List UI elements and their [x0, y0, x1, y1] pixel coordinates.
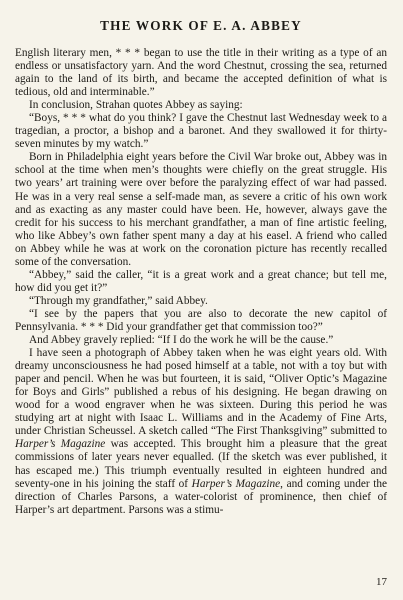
paragraph [15, 334, 387, 347]
page-number: 17 [376, 576, 387, 588]
paragraph [15, 47, 387, 99]
paragraph [15, 151, 387, 268]
italic-title: Harper’s Magazine [15, 438, 106, 451]
text-run: “Boys, * * * what do you think? I gave the Chestnut last Wednesday week to a tragedian, a proctor, a bishop and a baronet. And they swallowed it for thirty-seven minutes by my watch.” [15, 112, 387, 151]
paragraph [15, 308, 387, 334]
paragraph [15, 269, 387, 295]
text-run: And Abbey gravely replied: “If I do the work he will be the cause.” [29, 334, 334, 347]
text-run: “I see by the papers that you are also to decorate the new capitol of Pennsylvania. * * * Did your grandfather get that commission too?” [15, 307, 387, 333]
text-run: Born in Philadelphia eight years before the Civil War broke out, Abbey was in school at the time when men’s thoughts were chiefly on the great struggle. His two years’ art training were over before the paralyzing effect of war had passed. He was in a very real sense a self-made man, as severe a critic of his own work and as exacting as any master could have been. He, however, always gave the credit for his success to his merchant grandfather, a man of fine artistic feeling, who like Abbey’s own father spent many a day at his easel. A friend who called on Abbey while he was at work on the coronation picture has recently recalled some of the conversation. [15, 151, 387, 268]
running-head: THE WORK OF E. A. ABBEY [100, 18, 302, 33]
paragraph [15, 295, 387, 308]
paragraph [15, 347, 387, 517]
text-run: was accepted. This brought him a pleasure that the great commissions of later years never equalled. (If the sketch was ever published, it has escaped me.) This triumph eventually resulted in eighteen hundred and seventy-one in his joining the staff of [15, 438, 387, 490]
text-run: “Abbey,” said the caller, “it is a great work and a great chance; but tell me, how did you get it?” [15, 268, 387, 294]
text-run: English literary men, * * * began to use the title in their writing as a type of an endless or unsatisfactory yarn. And the word Chestnut, crossing the sea, returned again to the land of its birth, and became the accepted definition of what is tedious, old and interminable.” [15, 47, 387, 99]
text-run: “Through my grandfather,” said Abbey. [29, 294, 208, 307]
body-text [15, 47, 387, 517]
text-run: I have seen a photograph of Abbey taken when he was eight years old. With dreamy unconsciousness he had posed himself at a table, not with a toy but with paper and pencil. When he was but fourteen, it is said, “Oliver Optic’s Magazine for Boys and Girls” published a rebus of his designing. He began drawing on wood for a wood engraver when he was sixteen. During this period he was studying art at night with Isaac L. Williams and in the Academy of Fine Arts, under Christian Scheussel. A sketch called “The First Thanksgiving” submitted to [15, 347, 387, 438]
italic-title: Harper’s Magazine [191, 477, 281, 490]
paragraph [15, 99, 387, 112]
text-run: In conclusion, Strahan quotes Abbey as saying: [29, 99, 243, 112]
text-run: , and coming under the direction of Charles Parsons, a water-colorist of prominence, then chief of Harper’s art department. Parsons was a stimu- [15, 477, 388, 516]
paragraph [15, 112, 387, 151]
